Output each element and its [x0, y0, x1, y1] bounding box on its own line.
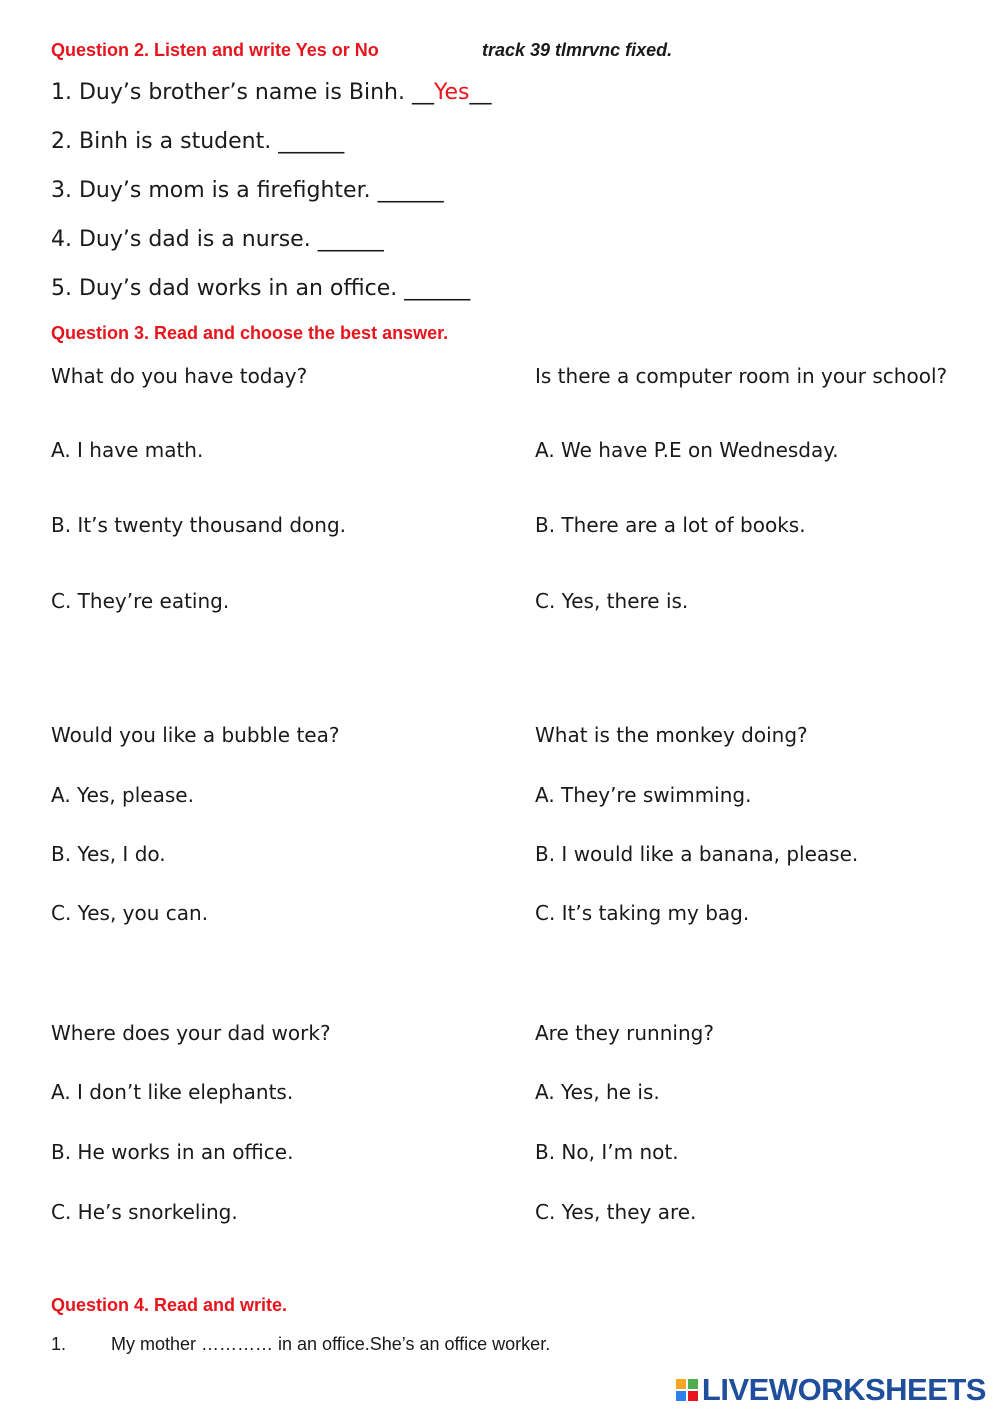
- q3-q4-option-c[interactable]: C. It’s taking my bag.: [535, 901, 750, 925]
- question-4-heading: Question 4. Read and write.: [51, 1295, 288, 1315]
- q3-q5-option-b[interactable]: B. He works in an office.: [51, 1140, 294, 1164]
- logo-square-1: [676, 1379, 686, 1389]
- q3-q4-option-b[interactable]: B. I would like a banana, please.: [535, 842, 859, 866]
- q3-q1-option-b[interactable]: B. It’s twenty thousand dong.: [51, 513, 347, 537]
- q3-q2-option-c[interactable]: C. Yes, there is.: [535, 589, 689, 613]
- q3-q3-option-b[interactable]: B. Yes, I do.: [51, 842, 166, 866]
- q3-question-3: Would you like a bubble tea?: [51, 723, 340, 747]
- q3-question-4: What is the monkey doing?: [535, 723, 808, 747]
- q2-item-1: [51, 80, 491, 105]
- liveworksheets-logo: [676, 1372, 986, 1408]
- q3-q4-option-a[interactable]: A. They’re swimming.: [535, 783, 752, 807]
- logo-text: LIVEWORKSHEETS: [701, 1372, 986, 1407]
- q2-item-1-answer[interactable]: Yes: [433, 80, 470, 105]
- question-2-heading: Question 2. Listen and write Yes or No: [51, 40, 379, 60]
- q3-q1-option-c[interactable]: C. They’re eating.: [51, 589, 230, 613]
- q3-q5-option-c[interactable]: C. He’s snorkeling.: [51, 1200, 238, 1224]
- logo-square-3: [676, 1391, 686, 1401]
- q2-item-1-text: 1. Duy’s brother’s name is Binh. __: [51, 80, 434, 105]
- q3-q2-option-b[interactable]: B. There are a lot of books.: [535, 513, 806, 537]
- q3-q3-option-c[interactable]: C. Yes, you can.: [51, 901, 209, 925]
- question-3-heading: Question 3. Read and choose the best answer.: [51, 323, 449, 343]
- q3-q6-option-c[interactable]: C. Yes, they are.: [535, 1200, 697, 1224]
- q3-q6-option-b[interactable]: B. No, I’m not.: [535, 1140, 679, 1164]
- logo-mark-icon: [676, 1379, 698, 1401]
- q4-item-1-number: 1.: [51, 1334, 67, 1354]
- q2-item-3[interactable]: 3. Duy’s mom is a firefighter. ______: [51, 178, 444, 203]
- q3-q1-option-a[interactable]: A. I have math.: [51, 438, 204, 462]
- q2-item-4[interactable]: 4. Duy’s dad is a nurse. ______: [51, 227, 384, 252]
- q3-question-6: Are they running?: [535, 1021, 714, 1045]
- q4-item-1-text[interactable]: My mother ………… in an office.She’s an office worker.: [111, 1334, 551, 1354]
- q2-item-5[interactable]: 5. Duy’s dad works in an office. ______: [51, 276, 471, 301]
- q3-question-5: Where does your dad work?: [51, 1021, 331, 1045]
- q2-item-2[interactable]: 2. Binh is a student. ______: [51, 129, 345, 154]
- q2-item-1-blank: __: [469, 80, 492, 105]
- logo-square-2: [688, 1379, 698, 1389]
- q3-question-1: What do you have today?: [51, 364, 308, 388]
- q3-q6-option-a[interactable]: A. Yes, he is.: [535, 1080, 660, 1104]
- q3-q2-option-a[interactable]: A. We have P.E on Wednesday.: [535, 438, 839, 462]
- q3-q5-option-a[interactable]: A. I don’t like elephants.: [51, 1080, 294, 1104]
- track-label: track 39 tlmrvnc fixed.: [482, 40, 673, 60]
- q3-q3-option-a[interactable]: A. Yes, please.: [51, 783, 194, 807]
- q3-question-2: Is there a computer room in your school?: [535, 364, 948, 388]
- logo-square-4: [688, 1391, 698, 1401]
